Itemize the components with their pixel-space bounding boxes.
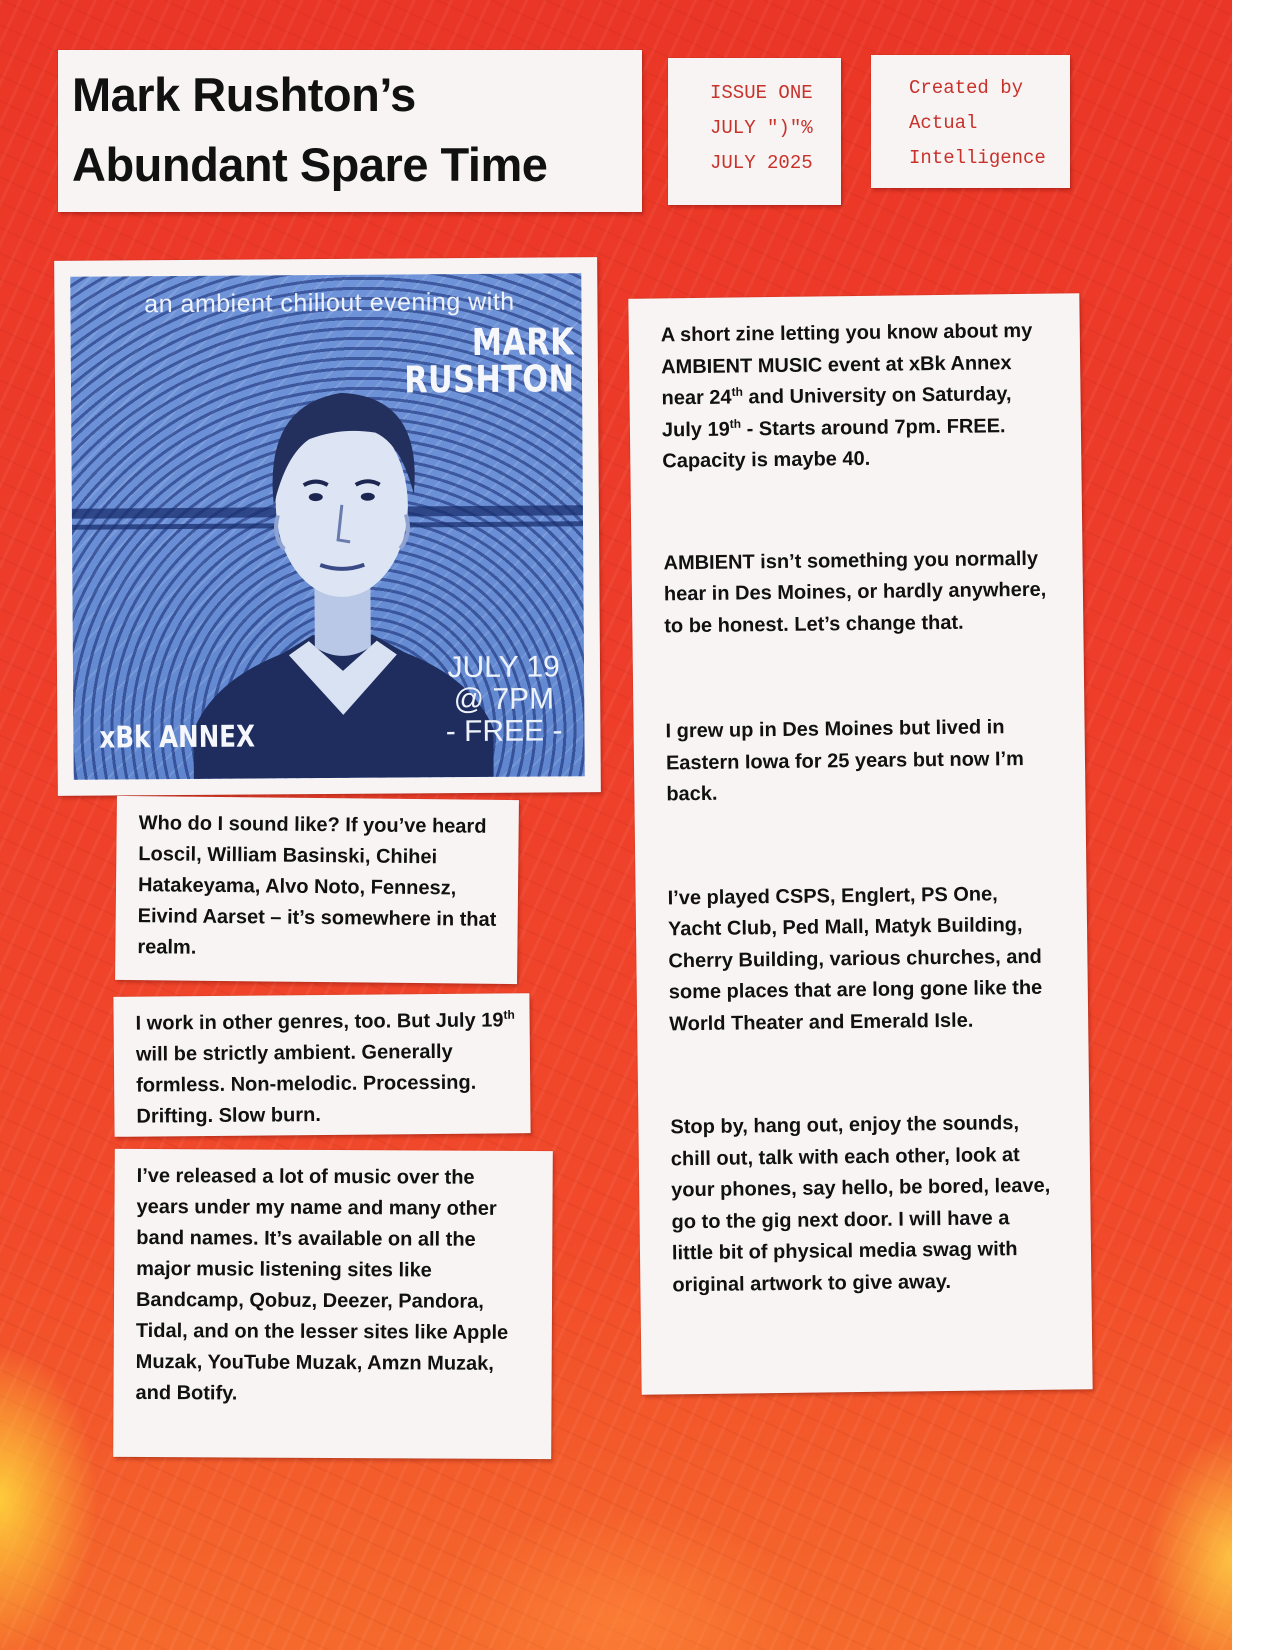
title-line-1: Mark Rushton’s xyxy=(72,68,416,121)
issue-date-garbled: JULY ")"% xyxy=(710,117,813,139)
credit-card xyxy=(871,55,1070,188)
poster-venue: xBk ANNEX xyxy=(99,719,256,756)
issue-date: JULY 2025 xyxy=(710,152,813,174)
title-card xyxy=(58,50,642,212)
poster-date-block xyxy=(445,651,562,748)
poster-time: @ 7PM xyxy=(453,682,555,717)
sound-like-card xyxy=(115,796,519,984)
intro-sup-2: th xyxy=(729,416,742,431)
intro-paragraph xyxy=(661,316,1046,478)
released-text: I’ve released a lot of music over the years under my name and many other band names. It’s available on all the major music listening sites like Bandcamp, Qobuz, Deezer, Pandora, Tidal, and on the lesser sites like Apple Muzak, YouTube Muzak, Amzn Muzak, and Botify. xyxy=(135,1164,509,1405)
poster-price: - FREE - xyxy=(445,714,563,749)
title-line-2: Abundant Spare Time xyxy=(72,138,548,191)
sound-like-text: Who do I sound like? If you’ve heard Loscil, William Basinski, Chihei Hatakeyama, Alvo Noto, Fennesz, Eivind Aarset – it’s somewhere in that realm. xyxy=(137,812,497,959)
issue-card xyxy=(668,58,841,205)
poster-artwork xyxy=(70,273,584,780)
intro-text-a: A short zine letting you know about my AMBIENT MUSIC event at xBk Annex near 24 xyxy=(660,319,1033,410)
poster-tagline: an ambient chillout evening with xyxy=(144,287,515,319)
genres-text-b: will be strictly ambient. Generally formless. Non-melodic. Processing. Drifting. Slow burn. xyxy=(135,1040,477,1128)
credit-line-2: Actual xyxy=(909,112,978,134)
played-paragraph: I’ve played CSPS, Englert, PS One, Yacht Club, Ped Mall, Matyk Building, Cherry Building, various churches, and some places that are long gone like the World Theater and Emerald Isle. xyxy=(667,882,1043,1035)
intro-sup-1: th xyxy=(731,384,743,399)
genres-sup: th xyxy=(503,1007,515,1022)
ambient-paragraph: AMBIENT isn’t something you normally hear in Des Moines, or hardly anywhere, to be honest. Let’s change that. xyxy=(663,547,1047,637)
intro-text-c: - Starts around 7pm. FREE. Capacity is maybe 40. xyxy=(662,414,1006,473)
credit-line-3: Intelligence xyxy=(909,147,1046,169)
poster-date: JULY 19 xyxy=(447,650,560,685)
stop-by-paragraph: Stop by, hang out, enjoy the sounds, chill out, talk with each other, look at your phones, say hello, be bored, leave, go to the gig next door. I will have a little bit of physical media swag with original artwork to give away. xyxy=(670,1112,1051,1296)
event-details-card xyxy=(628,293,1092,1394)
grew-up-paragraph: I grew up in Des Moines but lived in Eastern Iowa for 25 years but now I’m back. xyxy=(665,716,1024,806)
credit-line-1: Created by xyxy=(909,77,1024,99)
genres-text-a: I work in other genres, too. But July 19 xyxy=(135,1009,504,1035)
intro-text-b: and University on Saturday, July 19 xyxy=(661,383,1012,441)
issue-number: ISSUE ONE xyxy=(710,82,813,104)
poster-artist-name xyxy=(403,320,575,402)
genres-card xyxy=(113,993,530,1137)
released-card xyxy=(113,1149,553,1459)
event-poster xyxy=(54,257,601,796)
poster-name-line-1: MARK xyxy=(471,320,574,364)
poster-name-line-2: RUSHTON xyxy=(403,357,575,402)
